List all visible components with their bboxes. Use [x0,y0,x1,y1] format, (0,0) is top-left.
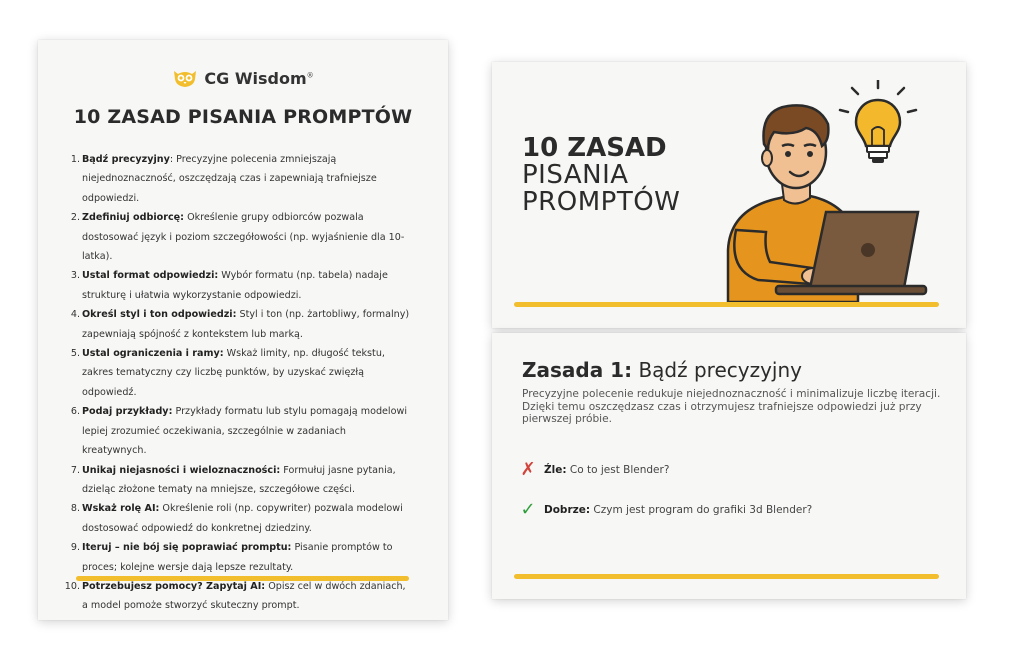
slide-title-line2: PISANIA [522,160,629,190]
rule-item-lead: Wskaż rolę AI: [82,503,160,515]
lightbulb-icon [840,80,916,163]
accent-bar [514,574,939,579]
rule-item-number: 9. [70,542,80,554]
rule-item [70,402,412,460]
rule-item-number: 2. [70,212,80,224]
rule-item-lead: Potrzebujesz pomocy? Zapytaj AI: [82,580,266,592]
accent-bar [76,576,409,581]
rule-item-text: Wybór formatu (np. tabela) nadaje strukturę i ułatwia wykorzystanie odpowiedzi. [82,270,388,301]
rule-item-text: Opisz cel w dwóch zdaniach, a model pomoże stworzyć skuteczny prompt. [82,580,406,612]
owl-logo-icon [172,68,198,88]
title-slide-card [492,62,966,328]
rule-item-lead: Bądź precyzyjny [82,154,170,165]
rule-number: Zasada 1: [522,358,633,382]
man-with-laptop-illustration [718,80,948,302]
rule-item-lead: Określ styl i ton odpowiedzi: [82,309,237,321]
good-example [520,501,812,519]
rule-item [70,461,412,500]
accent-bar [514,302,939,307]
rule-item [70,150,412,208]
rule-item-number: 10. [64,580,80,592]
brand-logo [38,68,448,88]
rule-item-lead: Podaj przykłady: [82,406,173,418]
rule-item-lead: Iteruj – nie bój się poprawiać promptu: [82,542,292,554]
rule-item-text: Określenie roli (np. copywriter) pozwala modelowi dostosować odpowiedź do konkretnej dziedziny. [82,503,403,534]
rule-heading [522,358,802,382]
rule-item-number: 4. [70,309,80,321]
rule-detail-card [492,333,966,599]
rule-item-lead: Zdefiniuj odbiorcę: [82,212,184,224]
rule-item-number: 8. [70,503,80,515]
rules-list [64,150,412,616]
rule-item-number: 3. [70,270,80,282]
rule-item-text: Formułuj jasne pytania, dzieląc złożone tematy na mniejsze, szczegółowe części. [82,464,396,495]
good-example-text: Dobrze: Czym jest program do grafiki 3d Blender? [544,504,813,516]
rule-item-number: 1. [70,154,80,165]
rule-item-text: Określenie grupy odbiorców pozwala dostosować język i poziom szczegółowości (np. wyjaśnienie dla 10-latka). [82,212,405,263]
rule-item [70,499,412,538]
slide-title-line1: 10 ZASAD [522,133,667,163]
rule-item-text: Wskaż limity, np. długość tekstu, zakres tematyczny czy liczbę punktów, by uzyskać zwięzłą odpowiedź. [82,348,385,398]
rule-item-lead: Unikaj niejasności i wieloznaczności: [82,464,281,476]
rule-item [70,305,412,344]
rule-item-text: Precyzyjne polecenia zmniejszają niejednoznaczność, oszczędzają czas i zapewniają trafniejsze odpowiedzi. [82,154,377,204]
bad-example [520,461,669,479]
rule-item-text: Styl i ton (np. żartobliwy, formalny) zapewniają spójność z kontekstem lub marką. [82,309,410,340]
rule-item-separator: : [169,154,177,165]
rule-item-number: 5. [70,348,80,360]
rule-item [70,208,412,266]
rule-item [70,344,412,402]
brand-name: CG Wisdom® [204,68,314,88]
rule-item [64,577,412,616]
checkmark-icon: ✓ [520,499,536,520]
rule-item-text: Przykłady formatu lub stylu pomagają modelowi lepiej zrozumieć oczekiwania, szczególnie w zadaniach kreatywnych. [82,406,407,457]
slide-title-line3: PROMPTÓW [522,187,681,217]
rule-item-lead: Ustal format odpowiedzi: [82,270,219,282]
rule-item-number: 6. [70,406,80,418]
rule-item-number: 7. [70,464,80,476]
bad-example-text: Źle: Co to jest Blender? [544,464,670,476]
slide-title [522,134,680,216]
rule-description: Precyzyjne polecenie redukuje niejednoznaczność i minimalizuje liczbę iteracji. Dzięki temu oszczędzasz czas i otrzymujesz trafniejsze odpowiedzi już przy pierwszej próbie. [522,388,941,425]
rules-list-card [38,40,448,620]
rule-item [70,266,412,305]
rule-item-text: Pisanie promptów to proces; kolejne wersje dają lepsze rezultaty. [82,542,393,573]
rule-item [70,538,412,577]
rule-name: Bądź precyzyjny [632,358,802,382]
rule-item-lead: Ustal ograniczenia i ramy: [82,348,224,360]
page-title: 10 ZASAD PISANIA PROMPTÓW [73,106,413,128]
cross-icon: ✗ [520,459,536,480]
